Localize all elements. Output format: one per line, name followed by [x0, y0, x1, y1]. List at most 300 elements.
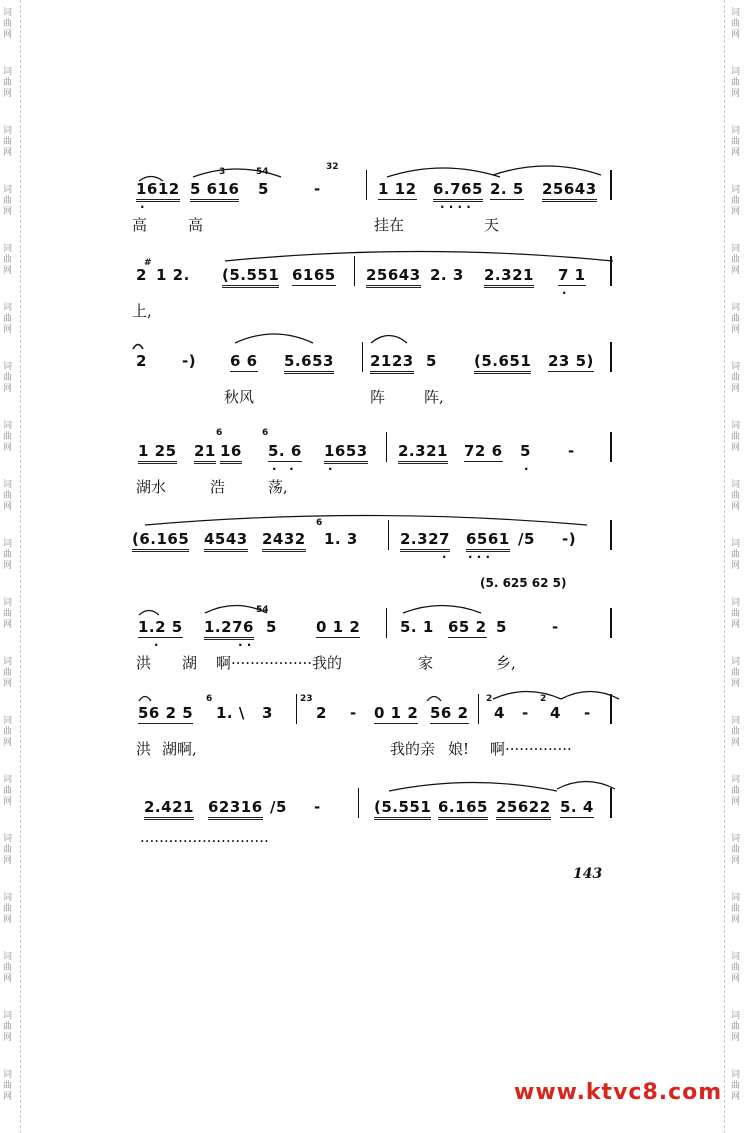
watermark-glyph: 曲 — [731, 491, 741, 501]
lyric: 天 — [484, 216, 500, 234]
note-group: - — [568, 442, 575, 460]
note-group: - — [522, 704, 529, 722]
watermark-glyph: 曲 — [3, 19, 13, 29]
note-group: 1 2. — [156, 266, 190, 284]
watermark-glyph: 曲 — [731, 314, 741, 324]
watermark-glyph: 曲 — [731, 255, 741, 265]
watermark-glyph: 词 — [3, 716, 13, 726]
left-cut-line — [20, 0, 22, 1133]
bar-line — [358, 788, 359, 818]
notes-row — [128, 576, 618, 652]
watermark-glyph: 网 — [3, 1033, 13, 1043]
watermark-glyph: 曲 — [3, 609, 13, 619]
bar-line — [610, 694, 612, 724]
watermark-glyph-group — [731, 657, 740, 690]
grace-note: 54 — [256, 605, 269, 615]
grace-note: 6 — [216, 428, 223, 438]
lyric: 洪 — [136, 740, 152, 758]
note-group: 1.2 5 — [138, 618, 183, 636]
grace-note: 6 — [262, 428, 269, 438]
octave-dot: · · — [272, 462, 294, 476]
watermark-glyph: 曲 — [3, 314, 13, 324]
watermark-glyph: 词 — [731, 421, 741, 431]
watermark-glyph: 曲 — [731, 1022, 741, 1032]
watermark-glyph: 网 — [731, 1033, 741, 1043]
note-group: 2.421 — [144, 798, 194, 820]
watermark-glyph: 网 — [3, 148, 13, 158]
watermark-glyph: 词 — [3, 362, 13, 372]
watermark-glyph-group — [731, 598, 740, 631]
lyric: 家 — [418, 654, 434, 672]
grace-note: (5. 625 62 5) — [480, 576, 567, 590]
slur — [492, 686, 562, 700]
watermark-glyph: 词 — [3, 834, 13, 844]
lyrics-row — [128, 476, 618, 498]
note-group: 2 — [136, 266, 147, 284]
slur — [370, 330, 408, 344]
note-group: 4 — [494, 704, 505, 722]
lyric: 乡, — [496, 654, 516, 672]
watermark-glyph: 词 — [3, 8, 13, 18]
watermark-glyph: 网 — [3, 856, 13, 866]
watermark-glyph: 词 — [3, 539, 13, 549]
watermark-glyph: 词 — [731, 8, 741, 18]
watermark-glyph: 词 — [731, 244, 741, 254]
note-group: 16 — [220, 442, 242, 464]
lyric: 高 — [188, 216, 204, 234]
watermark-glyph: 词 — [731, 657, 741, 667]
watermark-glyph: 曲 — [3, 1081, 13, 1091]
lyrics-row — [128, 214, 618, 236]
note-group: /5 — [270, 798, 287, 816]
note-group: 23 5) — [548, 352, 594, 370]
note-group: 56 2 5 — [138, 704, 194, 722]
slur — [144, 512, 588, 526]
note-group: - — [350, 704, 357, 722]
watermark-glyph: 网 — [731, 89, 741, 99]
grace-note: 23 — [300, 694, 313, 704]
note-group: 5 — [266, 618, 277, 636]
watermark-glyph: 网 — [3, 974, 13, 984]
grace-note: 3 — [219, 167, 226, 177]
lyric: 洪 — [136, 654, 152, 672]
note-group: 5 — [496, 618, 507, 636]
note-group: 25643 — [366, 266, 421, 288]
watermark-glyph: 网 — [3, 89, 13, 99]
right-cut-line — [724, 0, 726, 1133]
note-group: 5.653 — [284, 352, 334, 374]
watermark-glyph: 曲 — [731, 609, 741, 619]
watermark-glyph-group — [3, 834, 12, 867]
slur — [234, 328, 314, 344]
watermark-glyph: 曲 — [731, 845, 741, 855]
watermark-glyph-group — [731, 952, 740, 985]
note-group: /5 — [518, 530, 535, 548]
bar-line — [386, 608, 387, 638]
watermark-glyph-group — [3, 362, 12, 395]
note-group: - — [314, 180, 321, 198]
bar-line — [296, 694, 297, 724]
watermark-glyph-group — [3, 185, 12, 218]
grace-note: 2 — [540, 694, 547, 704]
watermark-glyph: 曲 — [731, 963, 741, 973]
lyrics-row — [128, 832, 618, 854]
note-group: (5.551 — [222, 266, 279, 288]
watermark-glyph: 曲 — [3, 904, 13, 914]
notes-row — [128, 784, 618, 818]
watermark-glyph: 曲 — [3, 432, 13, 442]
lyric: 浩 — [210, 478, 226, 496]
grace-note: # — [144, 258, 152, 268]
watermark-glyph: 网 — [731, 915, 741, 925]
watermark-glyph-group — [731, 775, 740, 808]
watermark-glyph: 网 — [731, 30, 741, 40]
watermark-glyph: 曲 — [731, 432, 741, 442]
notes-row — [128, 338, 618, 372]
notes-row — [128, 162, 618, 214]
note-group: 6 6 — [230, 352, 258, 370]
octave-dot: · · · — [468, 550, 491, 564]
bar-line — [388, 520, 389, 550]
lyric: 荡, — [268, 478, 288, 496]
note-group: 2.321 — [398, 442, 448, 464]
notes-row — [128, 690, 618, 724]
watermark-glyph: 词 — [731, 1070, 741, 1080]
lyric: 阵 — [370, 388, 386, 406]
watermark-glyph: 网 — [3, 679, 13, 689]
note-group: 1. \ — [216, 704, 245, 722]
watermark-glyph: 网 — [3, 443, 13, 453]
watermark-glyph: 网 — [731, 443, 741, 453]
watermark-glyph: 网 — [731, 738, 741, 748]
note-group: 6.765 — [433, 180, 483, 202]
slur — [402, 600, 482, 614]
bar-line — [610, 608, 612, 638]
watermark-glyph: 词 — [3, 185, 13, 195]
grace-note: 2 — [486, 694, 493, 704]
lyric: 挂在 — [374, 216, 405, 234]
watermark-glyph: 网 — [3, 325, 13, 335]
watermark-glyph: 网 — [731, 325, 741, 335]
watermark-glyph: 网 — [731, 974, 741, 984]
lyric: 湖水 — [136, 478, 167, 496]
note-group: 0 1 2 — [316, 618, 361, 636]
watermark-glyph: 词 — [3, 303, 13, 313]
note-group: (6.165 — [132, 530, 189, 552]
page-number: 143 — [573, 866, 603, 882]
watermark-glyph-group — [731, 539, 740, 572]
watermark-glyph: 曲 — [3, 373, 13, 383]
watermark-glyph-group — [3, 539, 12, 572]
octave-dot: · — [524, 462, 529, 476]
watermark-glyph: 网 — [731, 384, 741, 394]
note-group: 5 — [520, 442, 531, 460]
grace-note: 6 — [316, 518, 323, 528]
watermark-glyph: 网 — [3, 915, 13, 925]
octave-dot: · · — [238, 638, 252, 652]
note-group: (5.651 — [474, 352, 531, 374]
lyric: 我的亲 — [390, 740, 436, 758]
watermark-glyph: 词 — [731, 539, 741, 549]
watermark-glyph: 网 — [731, 679, 741, 689]
site-watermark: www.ktvc8.com — [514, 1080, 723, 1105]
lyric: 啊·············· — [490, 740, 572, 758]
bar-line — [610, 788, 612, 818]
watermark-glyph: 网 — [731, 148, 741, 158]
watermark-glyph-group — [3, 303, 12, 336]
watermark-glyph-group — [731, 185, 740, 218]
watermark-glyph-group — [3, 126, 12, 159]
watermark-glyph: 网 — [3, 738, 13, 748]
watermark-glyph-group — [731, 67, 740, 100]
watermark-glyph: 网 — [3, 502, 13, 512]
watermark-glyph: 词 — [731, 834, 741, 844]
watermark-glyph: 词 — [3, 126, 13, 136]
watermark-glyph: 词 — [3, 775, 13, 785]
note-group: 1 25 — [138, 442, 177, 464]
note-group: 1 12 — [378, 180, 417, 198]
note-group: 5. 1 — [400, 618, 434, 636]
note-group: 1.276 — [204, 618, 254, 640]
note-group: 5. 6 — [268, 442, 302, 460]
watermark-glyph: 曲 — [731, 78, 741, 88]
watermark-glyph: 曲 — [3, 963, 13, 973]
watermark-glyph: 曲 — [731, 373, 741, 383]
watermark-glyph: 词 — [3, 421, 13, 431]
note-group: 4 — [550, 704, 561, 722]
watermark-glyph: 词 — [731, 775, 741, 785]
lyric: 湖 — [182, 654, 198, 672]
watermark-glyph-group — [731, 421, 740, 454]
note-group: -) — [562, 530, 577, 548]
note-group: 6561 — [466, 530, 510, 552]
watermark-glyph-group — [3, 244, 12, 277]
watermark-glyph: 网 — [3, 620, 13, 630]
note-group: 0 1 2 — [374, 704, 419, 722]
note-group: 6.165 — [438, 798, 488, 820]
watermark-glyph: 词 — [3, 952, 13, 962]
watermark-glyph: 网 — [731, 620, 741, 630]
watermark-glyph: 曲 — [731, 904, 741, 914]
watermark-glyph: 词 — [3, 480, 13, 490]
slur — [386, 162, 501, 178]
watermark-glyph: 词 — [731, 598, 741, 608]
bar-line — [610, 256, 612, 286]
watermark-glyph-group — [3, 67, 12, 100]
lyric: 高 — [132, 216, 148, 234]
notes-row — [128, 252, 618, 300]
bar-line — [386, 432, 387, 462]
watermark-glyph: 曲 — [3, 845, 13, 855]
octave-dot: · — [140, 200, 145, 214]
watermark-glyph: 词 — [731, 1011, 741, 1021]
note-group: 5 616 — [190, 180, 239, 202]
octave-dot: · · · · — [440, 200, 471, 214]
octave-dot: · — [328, 462, 333, 476]
watermark-glyph: 曲 — [3, 255, 13, 265]
lyric: 啊·················我的 — [216, 654, 343, 672]
bar-line — [362, 342, 363, 372]
note-group: -) — [182, 352, 197, 370]
watermark-glyph: 曲 — [3, 727, 13, 737]
tie — [132, 340, 144, 350]
notes-row — [128, 428, 618, 476]
lyric: 秋风 — [224, 388, 255, 406]
watermark-glyph: 词 — [3, 598, 13, 608]
slur — [492, 160, 602, 176]
note-group: 21 — [194, 442, 216, 464]
bar-line — [610, 170, 612, 200]
grace-note: 54 — [256, 167, 269, 177]
watermark-glyph: 曲 — [3, 196, 13, 206]
grace-note: 6 — [206, 694, 213, 704]
watermark-glyph-group — [3, 952, 12, 985]
watermark-glyph: 曲 — [731, 1081, 741, 1091]
note-group: 56 2 — [430, 704, 469, 722]
watermark-glyph: 词 — [731, 362, 741, 372]
watermark-glyph-group — [3, 1011, 12, 1044]
watermark-glyph-group — [731, 303, 740, 336]
watermark-glyph: 网 — [3, 384, 13, 394]
watermark-glyph-group — [731, 716, 740, 749]
octave-dot: · — [442, 550, 447, 564]
watermark-glyph: 曲 — [731, 786, 741, 796]
octave-dot: · — [562, 286, 567, 300]
watermark-glyph: 网 — [3, 1092, 13, 1102]
watermark-glyph: 曲 — [3, 78, 13, 88]
note-group: 25643 — [542, 180, 597, 202]
watermark-glyph: 词 — [3, 244, 13, 254]
watermark-glyph-group — [731, 126, 740, 159]
watermark-glyph: 词 — [731, 716, 741, 726]
note-group: 6165 — [292, 266, 336, 284]
slur — [224, 248, 614, 262]
watermark-glyph: 曲 — [3, 786, 13, 796]
slur — [556, 776, 616, 790]
watermark-glyph-group — [731, 1070, 740, 1103]
note-group: 2.321 — [484, 266, 534, 288]
watermark-glyph: 网 — [3, 207, 13, 217]
watermark-glyph: 网 — [731, 856, 741, 866]
note-group: 1653 — [324, 442, 368, 464]
note-group: 65 2 — [448, 618, 487, 636]
watermark-glyph: 词 — [731, 952, 741, 962]
note-group: 2. 5 — [490, 180, 524, 198]
watermark-glyph: 词 — [3, 893, 13, 903]
watermark-glyph: 曲 — [3, 1022, 13, 1032]
watermark-glyph-group — [731, 8, 740, 41]
note-group: 5. 4 — [560, 798, 594, 816]
watermark-glyph: 网 — [3, 30, 13, 40]
watermark-glyph: 网 — [731, 266, 741, 276]
watermark-glyph: 词 — [3, 1070, 13, 1080]
slur — [388, 778, 558, 792]
watermark-glyph: 曲 — [3, 491, 13, 501]
slur — [138, 692, 152, 702]
watermark-glyph-group — [731, 834, 740, 867]
note-group: 5 — [258, 180, 269, 198]
watermark-glyph: 词 — [731, 893, 741, 903]
watermark-glyph-group — [731, 362, 740, 395]
watermark-glyph-group — [3, 1070, 12, 1103]
bar-line — [354, 256, 355, 286]
note-group: - — [584, 704, 591, 722]
watermark-glyph-group — [731, 1011, 740, 1044]
watermark-glyph-group — [731, 480, 740, 513]
slur — [138, 606, 160, 616]
watermark-glyph: 词 — [3, 1011, 13, 1021]
watermark-glyph: 曲 — [3, 668, 13, 678]
watermark-glyph-group — [3, 8, 12, 41]
watermark-glyph: 曲 — [731, 727, 741, 737]
watermark-glyph-group — [3, 421, 12, 454]
note-group: 4543 — [204, 530, 248, 552]
watermark-glyph: 词 — [731, 303, 741, 313]
note-group: 2 — [316, 704, 327, 722]
note-group: 5 — [426, 352, 437, 370]
bar-line — [478, 694, 479, 724]
lyrics-row — [128, 652, 618, 674]
note-group: 2432 — [262, 530, 306, 552]
grace-note: 32 — [326, 162, 339, 172]
watermark-glyph: 曲 — [3, 137, 13, 147]
lyric: 湖啊, — [162, 740, 197, 758]
lyric: 上, — [132, 302, 152, 320]
lyrics-row — [128, 386, 618, 408]
watermark-glyph-group — [731, 244, 740, 277]
slur — [426, 692, 442, 702]
watermark-glyph: 曲 — [731, 668, 741, 678]
bar-line — [610, 342, 612, 372]
note-group: 2 — [136, 352, 147, 370]
watermark-glyph: 网 — [3, 561, 13, 571]
note-group: 7 1 — [558, 266, 586, 284]
note-group: 62316 — [208, 798, 263, 820]
note-group: - — [314, 798, 321, 816]
watermark-glyph: 网 — [3, 797, 13, 807]
watermark-glyph-group — [3, 716, 12, 749]
bar-line — [366, 170, 367, 200]
watermark-glyph: 词 — [3, 657, 13, 667]
watermark-glyph: 网 — [731, 1092, 741, 1102]
watermark-glyph: 曲 — [731, 550, 741, 560]
watermark-glyph: 曲 — [731, 19, 741, 29]
lyrics-row — [128, 738, 618, 760]
watermark-glyph-group — [3, 775, 12, 808]
watermark-glyph: 网 — [3, 266, 13, 276]
octave-dot: · — [154, 638, 159, 652]
note-group: 2.327 — [400, 530, 450, 552]
watermark-glyph-group — [3, 893, 12, 926]
watermark-glyph-group — [3, 598, 12, 631]
watermark-glyph: 词 — [731, 185, 741, 195]
note-group: 1. 3 — [324, 530, 358, 548]
lyrics-row — [128, 300, 618, 322]
watermark-glyph-group — [3, 657, 12, 690]
watermark-glyph: 网 — [731, 797, 741, 807]
note-group: - — [552, 618, 559, 636]
note-group: 2123 — [370, 352, 414, 374]
watermark-glyph: 曲 — [731, 137, 741, 147]
watermark-glyph: 词 — [731, 126, 741, 136]
watermark-glyph: 词 — [731, 67, 741, 77]
note-group: 1612 — [136, 180, 180, 202]
notes-row — [128, 516, 618, 564]
note-group: 72 6 — [464, 442, 503, 460]
watermark-glyph: 词 — [731, 480, 741, 490]
bar-line — [610, 520, 612, 550]
watermark-glyph: 词 — [3, 67, 13, 77]
